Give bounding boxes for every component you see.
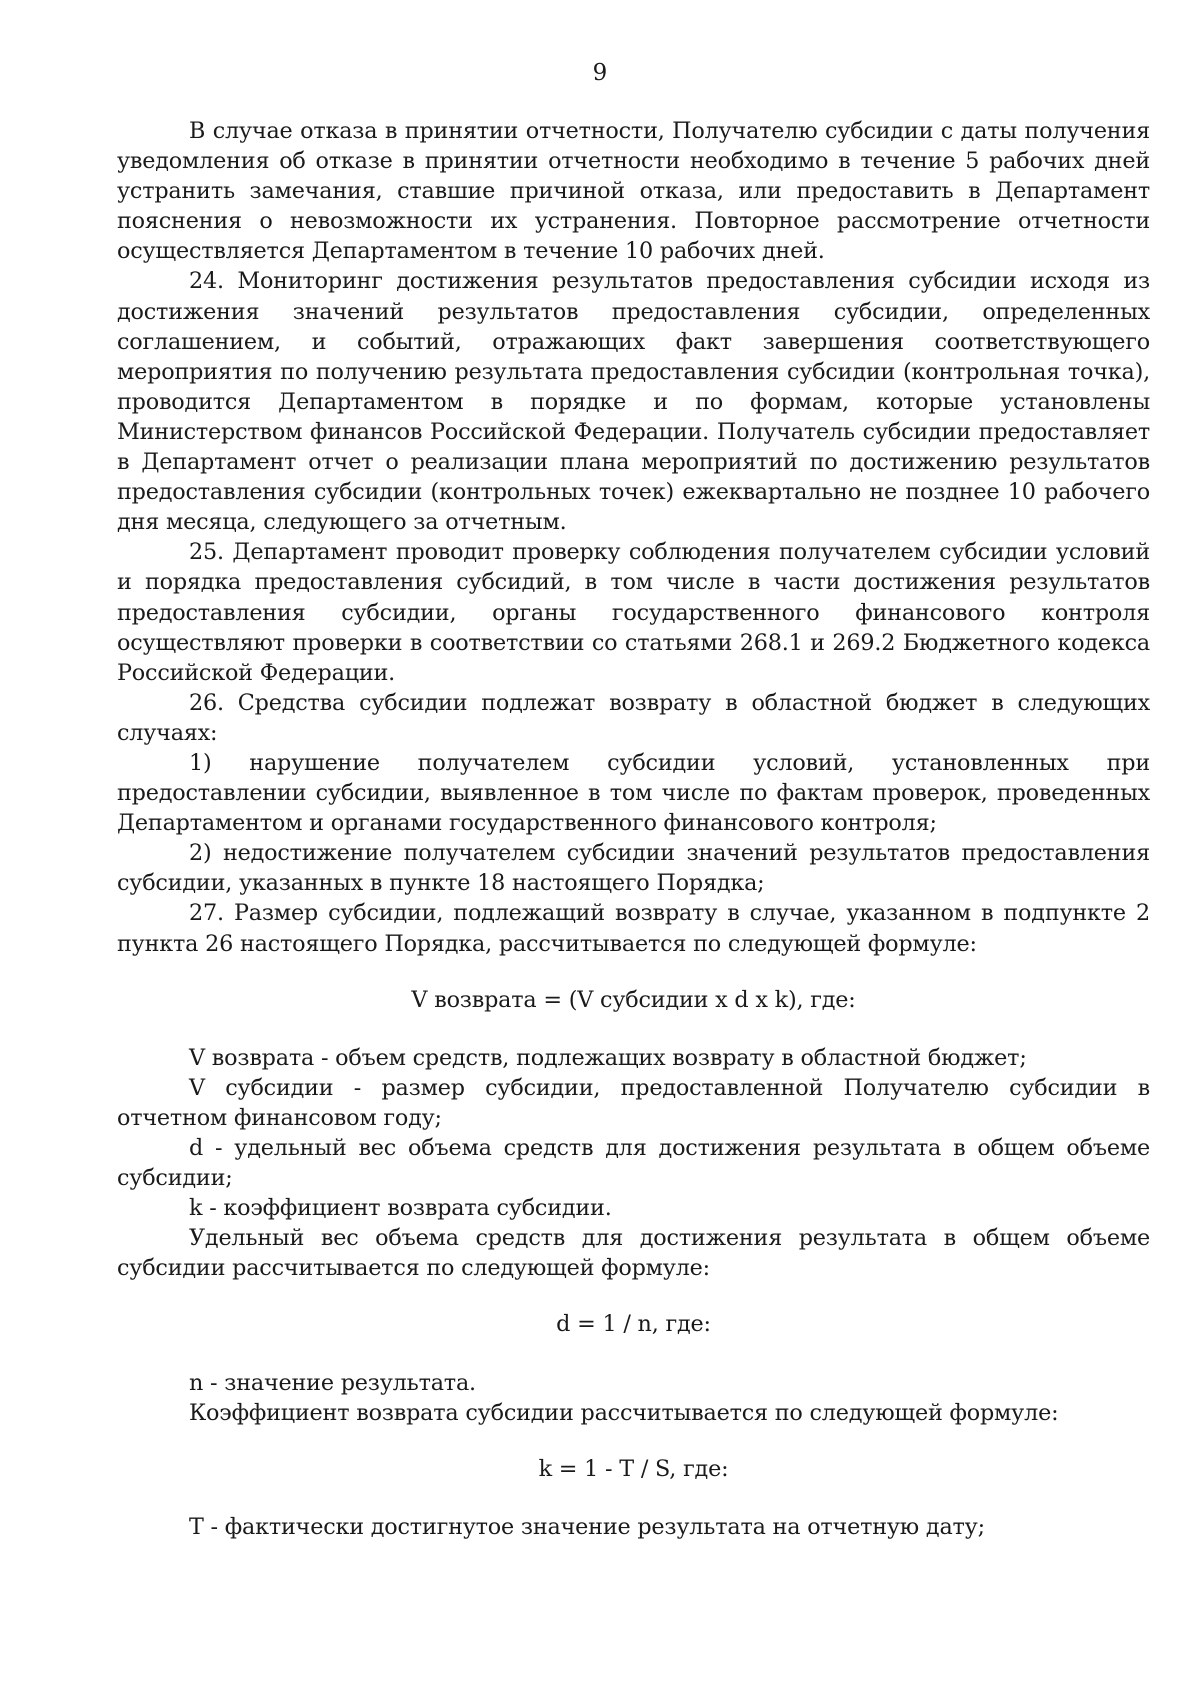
definition-n: n - значение результата. xyxy=(189,1369,476,1396)
formula-d: d = 1 / n, где: xyxy=(556,1311,711,1338)
paragraph-report-refusal: В случае отказа в принятии отчетности, Получателю субсидии с даты получения уведомления об отказе в принятии отчетности необходимо в течение 5 рабочих дней устранить замечания, ставшие причиной отказа, или предоставить в Департамент пояснения о невозможности их устранения. Повторное рассмотрение отчетности осуществляется Департаментом в течение 10 рабочих дней. xyxy=(117,118,1150,265)
definition-v-refund: V возврата - объем средств, подлежащих возврату в областной бюджет; xyxy=(189,1044,1027,1071)
formula-k: k = 1 - T / S, где: xyxy=(538,1455,729,1482)
formula-refund-volume: V возврата = (V субсидии x d x k), где: xyxy=(411,986,856,1013)
definition-t: T - фактически достигнутое значение результата на отчетную дату; xyxy=(189,1513,985,1540)
definition-k: k - коэффициент возврата субсидии. xyxy=(189,1195,612,1222)
page-number: 9 xyxy=(592,60,608,86)
paragraph-27-refund-size: 27. Размер субсидии, подлежащий возврату в случае, указанном в подпункте 2 пункта 26 настоящего Порядка, рассчитывается по следующей формуле: xyxy=(117,900,1150,957)
paragraph-26-case-1: 1) нарушение получателем субсидии условий, установленных при предоставлении субсидии, выявленное в том числе по фактам проверок, проведенных Департаментом и органами государственного финансового контроля; xyxy=(117,749,1150,837)
definition-d: d - удельный вес объема средств для достижения результата в общем объеме субсидии; xyxy=(117,1135,1150,1192)
paragraph-26-refund-cases: 26. Средства субсидии подлежат возврату в областной бюджет в следующих случаях: xyxy=(117,689,1150,746)
paragraph-weight-formula-intro: Удельный вес объема средств для достижения результата в общем объеме субсидии рассчитывается по следующей формуле: xyxy=(117,1225,1150,1282)
paragraph-26-case-2: 2) недостижение получателем субсидии значений результатов предоставления субсидии, указанных в пункте 18 настоящего Порядка; xyxy=(117,840,1150,897)
document-body xyxy=(117,116,1150,1542)
paragraph-coefficient-formula-intro: Коэффициент возврата субсидии рассчитывается по следующей формуле: xyxy=(189,1399,1059,1426)
paragraph-24-monitoring: 24. Мониторинг достижения результатов предоставления субсидии исходя из достижения значений результатов предоставления субсидии, определенных соглашением, и событий, отражающих факт завершения соответствующего мероприятия по получению результата предоставления субсидии (контрольная точка), проводится Департаментом в порядке и по формам, которые установлены Министерством финансов Российской Федерации. Получатель субсидии предоставляет в Департамент отчет о реализации плана мероприятий по достижению результатов предоставления субсидии (контрольных точек) ежеквартально не позднее 10 рабочего дня месяца, следующего за отчетным. xyxy=(117,268,1150,536)
definition-v-subsidy: V субсидии - размер субсидии, предоставленной Получателю субсидии в отчетном финансовом году; xyxy=(117,1074,1150,1131)
paragraph-25-inspection: 25. Департамент проводит проверку соблюдения получателем субсидии условий и порядка предоставления субсидий, в том числе в части достижения результатов предоставления субсидии, органы государственного финансового контроля осуществляют проверки в соответствии со статьями 268.1 и 269.2 Бюджетного кодекса Российской Федерации. xyxy=(117,539,1150,686)
